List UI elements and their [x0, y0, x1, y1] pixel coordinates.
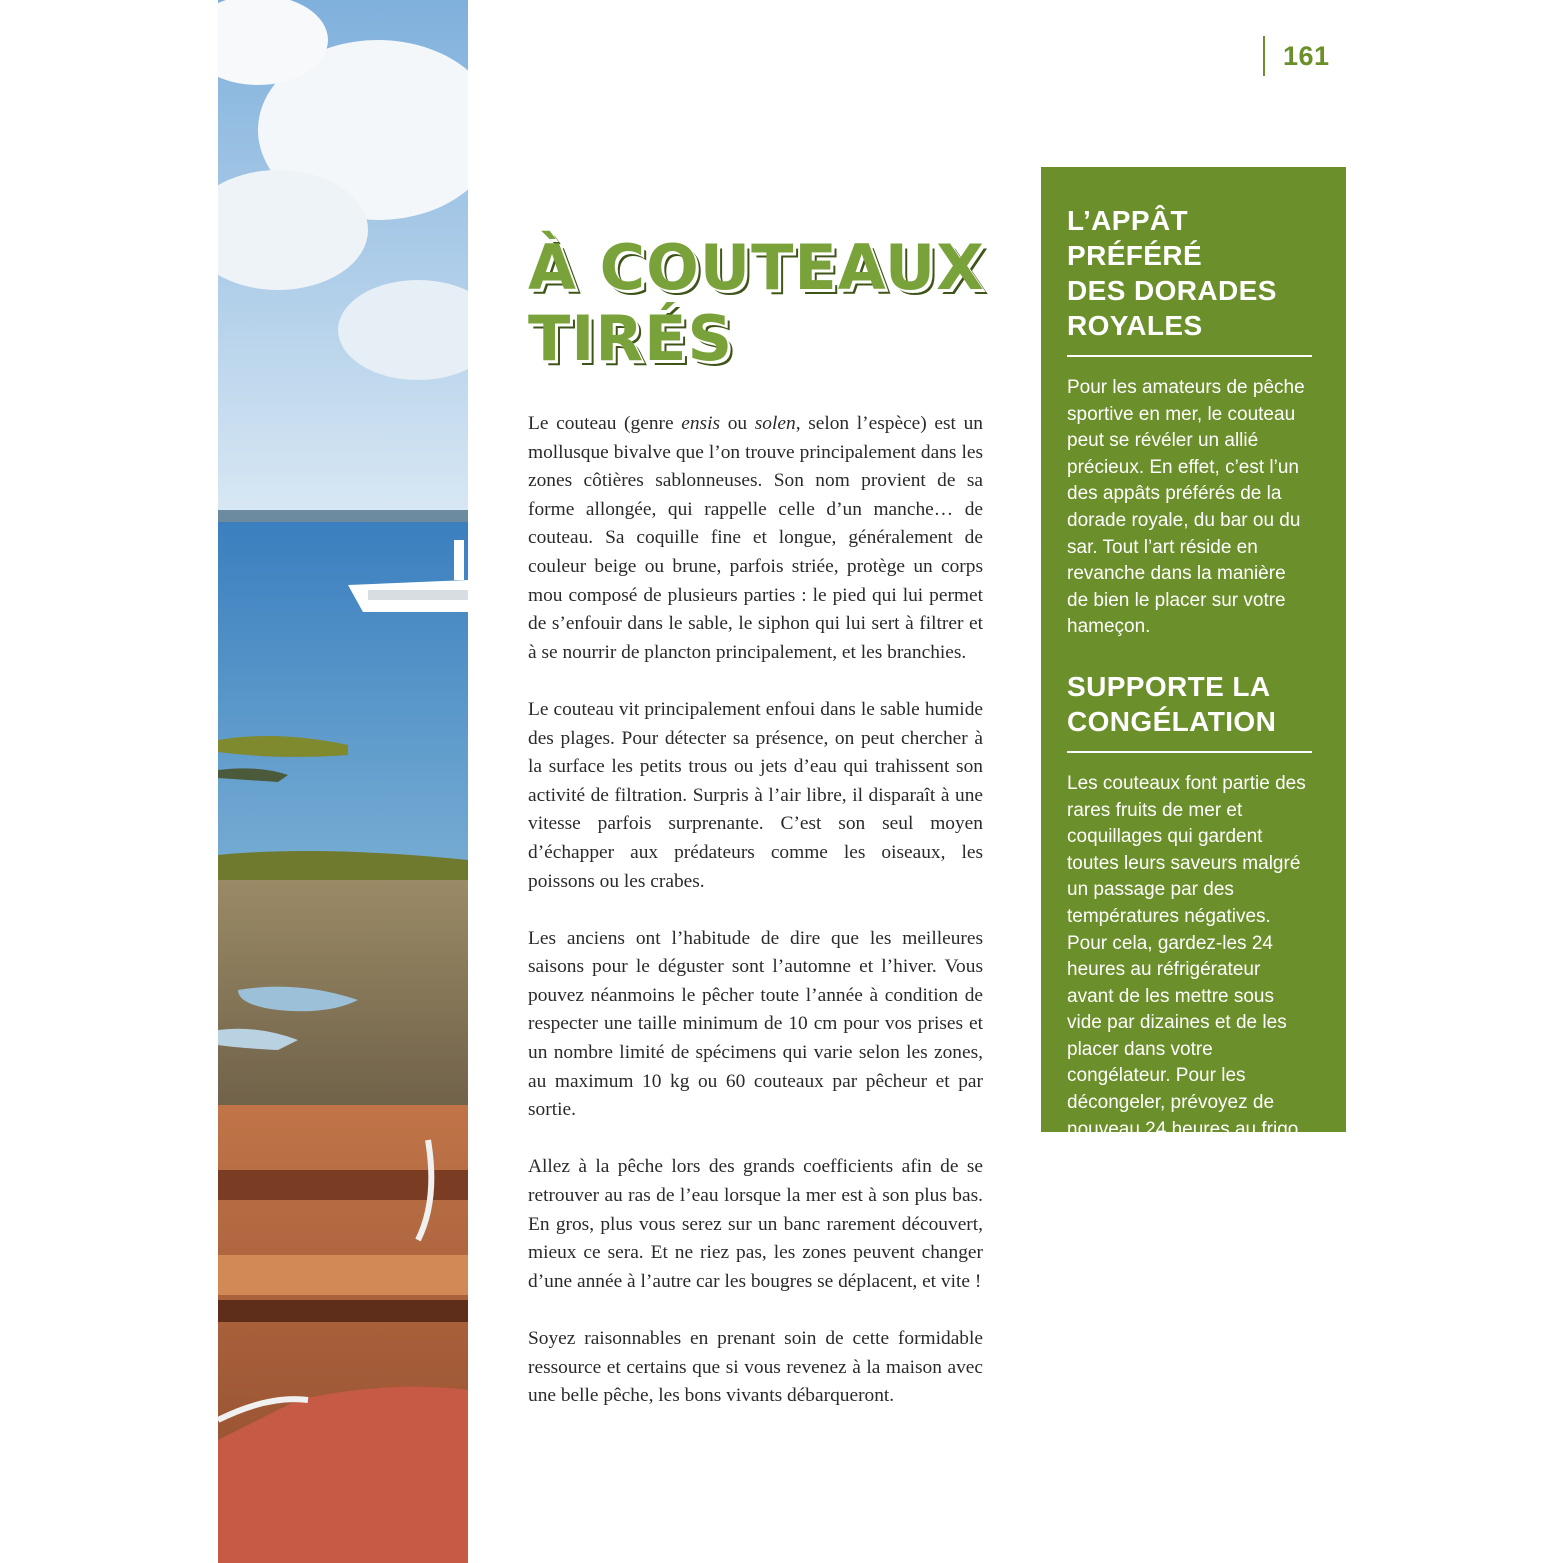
- page-number: 161: [1283, 40, 1330, 71]
- sidebar-heading-line: DES DORADES: [1067, 275, 1277, 306]
- article-paragraph: Le couteau vit principalement enfoui dans le sable humide des plages. Pour détecter sa présence, on peut chercher à la surface les petits trous ou jets d’eau qui trahissent son activité de filtration. Surpris à l’air libre, il disparaît à une vitesse parfois surprenante. C’est son seul moyen d’échapper aux prédateurs comme les oiseaux, les poissons ou les crabes.: [528, 698, 983, 892]
- sidebar-heading: [1067, 203, 1312, 343]
- sidebar-heading-line: CONGÉLATION: [1067, 705, 1277, 737]
- coastal-photo-image: [218, 0, 468, 1563]
- article-title: [528, 232, 1008, 374]
- sidebar-text: Les couteaux font partie des rares fruits de mer et coquillages qui gardent toutes leurs saveurs malgré un passage par des températures négatives. Pour cela, gardez-les 24 heures au réfrigérateur avant de les mettre sous vide par dizaines et de les placer dans votre congélateur. Pour les décongeler, prévoyez de nouveau 24 heures au frigo.: [1067, 772, 1306, 1140]
- sidebar-box: [1041, 167, 1346, 1140]
- sidebar-block-bait: [1067, 203, 1312, 641]
- italic-term: solen: [754, 413, 796, 434]
- article-paragraph: Les anciens ont l’habitude de dire que les meilleures saisons pour le déguster sont l’automne et l’hiver. Vous pouvez néanmoins le pêcher toute l’année à condition de respecter une taille minimum de 10 cm pour vos prises et un nombre limité de spécimens qui varie selon les zones, au maximum 10 kg ou 60 couteaux par pêcheur et par sortie.: [528, 927, 983, 1121]
- sidebar-heading-line: ROYALES: [1067, 310, 1203, 341]
- sidebar-heading-line: SUPPORTE LA: [1067, 670, 1271, 702]
- article-paragraph: [528, 410, 983, 667]
- coastal-photo: [218, 0, 468, 1563]
- sidebar-text: Pour les amateurs de pêche sportive en mer, le couteau peut se révéler un allié précieux. En effet, c’est l’un des appâts préférés de la dorade royale, du bar ou du sar. Tout l’art réside en revanche dans la manière de bien le placer sur votre hameçon.: [1067, 377, 1305, 638]
- article-paragraph: Soyez raisonnables en prenant soin de cette formidable ressource et certains que si vous revenez à la maison avec une belle pêche, les bons vivants débarqueront.: [528, 1328, 983, 1407]
- paragraph-text: , selon l’espèce) est un mollusque bivalve que l’on trouve principalement dans les zones côtières sablonneuses. Son nom provient de sa forme allongée, qui rappelle celle d’un manche… de couteau. Sa coquille fine et longue, généralement de couleur beige ou brune, parfois striée, protège un corps mou composé de plusieurs parties : le pied qui lui permet de s’enfouir dans le sable, le siphon qui lui sert à filtrer et à se nourrir de plancton principalement, et les branchies.: [528, 413, 983, 663]
- sidebar-block-freezing: [1067, 669, 1312, 1143]
- sidebar-divider: [1067, 751, 1312, 753]
- sidebar-divider: [1067, 355, 1312, 357]
- paragraph-text: ou: [720, 413, 755, 434]
- article-title-line: À COUTEAUX: [528, 231, 985, 304]
- sidebar-heading-line: L’APPÂT PRÉFÉRÉ: [1067, 205, 1203, 271]
- sidebar-heading: [1067, 669, 1312, 739]
- italic-term: ensis: [681, 413, 721, 434]
- article-paragraph: Allez à la pêche lors des grands coefficients afin de se retrouver au ras de l’eau lorsque la mer est à son plus bas. En gros, plus vous serez sur un banc rarement découvert, mieux ce sera. Et ne riez pas, les zones peuvent changer d’une année à l’autre car les bougres se déplacent, et vite !: [528, 1156, 983, 1292]
- article-body: [528, 410, 983, 1411]
- paragraph-text: Le couteau (genre: [528, 413, 682, 434]
- page-number-block: [1263, 36, 1330, 76]
- article-title-line: TIRÉS: [528, 302, 734, 375]
